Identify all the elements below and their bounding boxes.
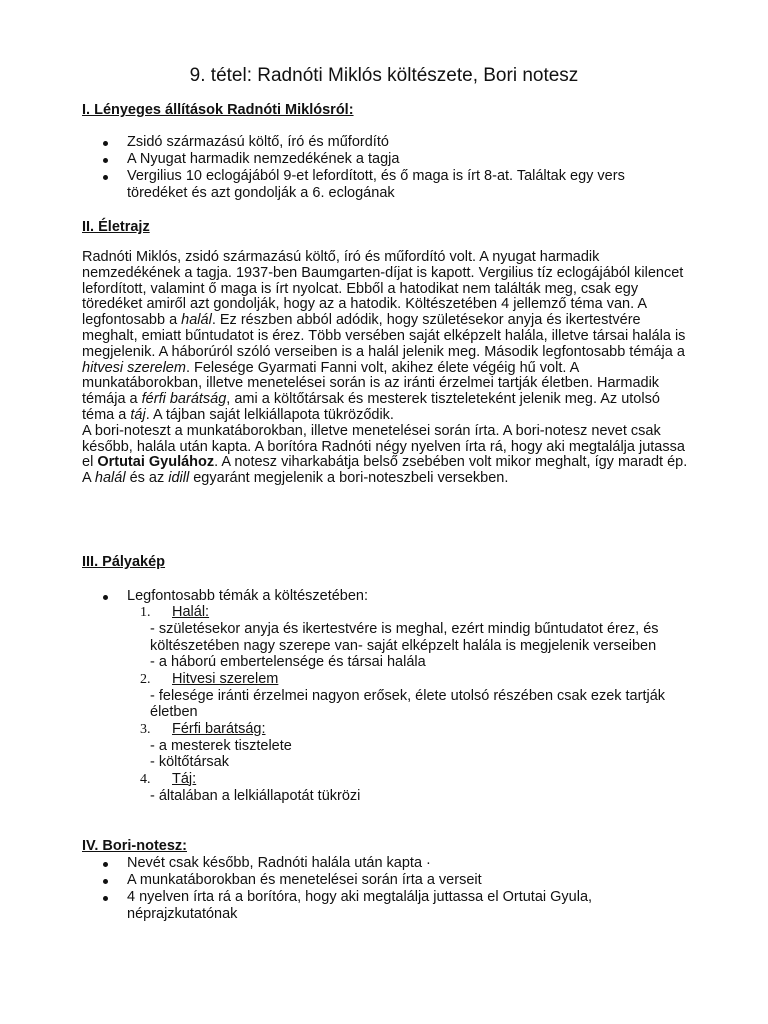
- list-item: Legfontosabb témák a költészetében:: [0, 588, 687, 605]
- section-heading-1: I. Lényeges állítások Radnóti Miklósról:: [82, 102, 354, 118]
- list-item: Vergilius 10 eclogájából 9-et lefordított, és ő maga is írt 8-at. Találtak egy vers töredéket és azt gondolják a 6. eclogának: [0, 168, 687, 201]
- list-item: 4 nyelven írta rá a borítóra, hogy aki megtalálja juttassa el Ortutai Gyula, néprajzkutatónak: [0, 889, 687, 923]
- list-item: 3. Férfi barátság:: [140, 720, 266, 737]
- bullet-list-3: [0, 588, 687, 605]
- bullet-icon: [103, 158, 108, 163]
- list-item: 4. Táj:: [140, 770, 197, 787]
- paragraph: A bori-noteszt a munkatáborokban, illetve menetelései során írta. A bori-notesz nevet csak később, halála után kapta. A borítóra Radnóti négy nyelven írta rá, hogy aki megtalálja jutassa el Ortutai Gyulához. A notesz viharkabátja belső zsebében volt mikor meghalt, így maradt ép.: [82, 422, 688, 471]
- bullet-icon: [103, 141, 108, 146]
- list-item: Nevét csak később, Radnóti halála után kapta ·: [0, 855, 687, 872]
- list-item: 1. Halál:: [140, 604, 210, 620]
- section-heading-2: II. Életrajz: [82, 219, 150, 235]
- theme-list: 1. Halál: - születésekor anyja és ikertestvére is meghal, ezért mindig bűntudatot érez, és költészetében nagy szerepe van- saját elképzelt halála is megjelenik verseiben - a háború embertelensége és társai halála 2. Hitvesi szerelem - felesége iránti érzelmei nagyon erősek, élete utolsó részében csak ezek tartják életben 3. Férfi barátság: - a mesterek tisztelete - költőtársak 4. Táj: - általában a lelkiállapotát tükrözi: [0, 604, 690, 804]
- bullet-icon: [103, 896, 108, 901]
- bullet-list-4: [0, 855, 687, 923]
- section-heading-4: IV. Bori-notesz:: [82, 838, 188, 854]
- bullet-icon: [103, 879, 108, 884]
- document-title: 9. tétel: Radnóti Miklós költészete, Bori notesz: [189, 65, 579, 86]
- list-item: Zsidó származású költő, író és műfordító: [0, 134, 687, 151]
- bullet-list-1: [0, 134, 687, 201]
- bullet-icon: [103, 862, 108, 867]
- section-heading-3: III. Pályakép: [82, 554, 166, 570]
- bullet-icon: [103, 595, 108, 600]
- bullet-icon: [103, 175, 108, 180]
- list-item: A munkatáborokban és menetelései során írta a verseit: [0, 872, 687, 889]
- paragraph: A halál és az idill egyaránt megjelenik a bori-noteszbeli versekben.: [82, 470, 509, 487]
- paragraph: Radnóti Miklós, zsidó származású költő, író és műfordító volt. A nyugat harmadik nemzedékének a tagja. 1937-ben Baumgarten-díjat is kapott. Vergilius tíz eclogájából kilencet lefordított, valamint ő maga is írt nyolcat. Ebből a hatodikat nem találták meg, csak egy töredéket amiről azt gondolják, hogy az a hatodik. Költészetében 4 jellemző téma van. A legfontosabb a halál. Ez részben abból adódik, hogy születésekor anyja és ikertestvére meghalt, emiatt bűntudatot is érez. Több versében saját elképzelt halála, illetve társai halála is megjelenik. A háborúról szóló verseiben is a halál jelenik meg. Második legfontosabb témája a hitvesi szerelem. Felesége Gyarmati Fanni volt, akihez élete végéig hű volt. A munkatáborokban, illetve menetelései során is az iránti érzelmei tartják életben. Harmadik témája a férfi barátság, ami a költőtársak és mesterek tiszteleteként jelenik meg. Az utolsó téma a táj. A tájban saját lelkiállapota tükröződik.: [82, 249, 686, 423]
- list-item: A Nyugat harmadik nemzedékének a tagja: [0, 151, 687, 168]
- biography-text: [82, 250, 692, 487]
- list-item: 2. Hitvesi szerelem: [140, 670, 279, 687]
